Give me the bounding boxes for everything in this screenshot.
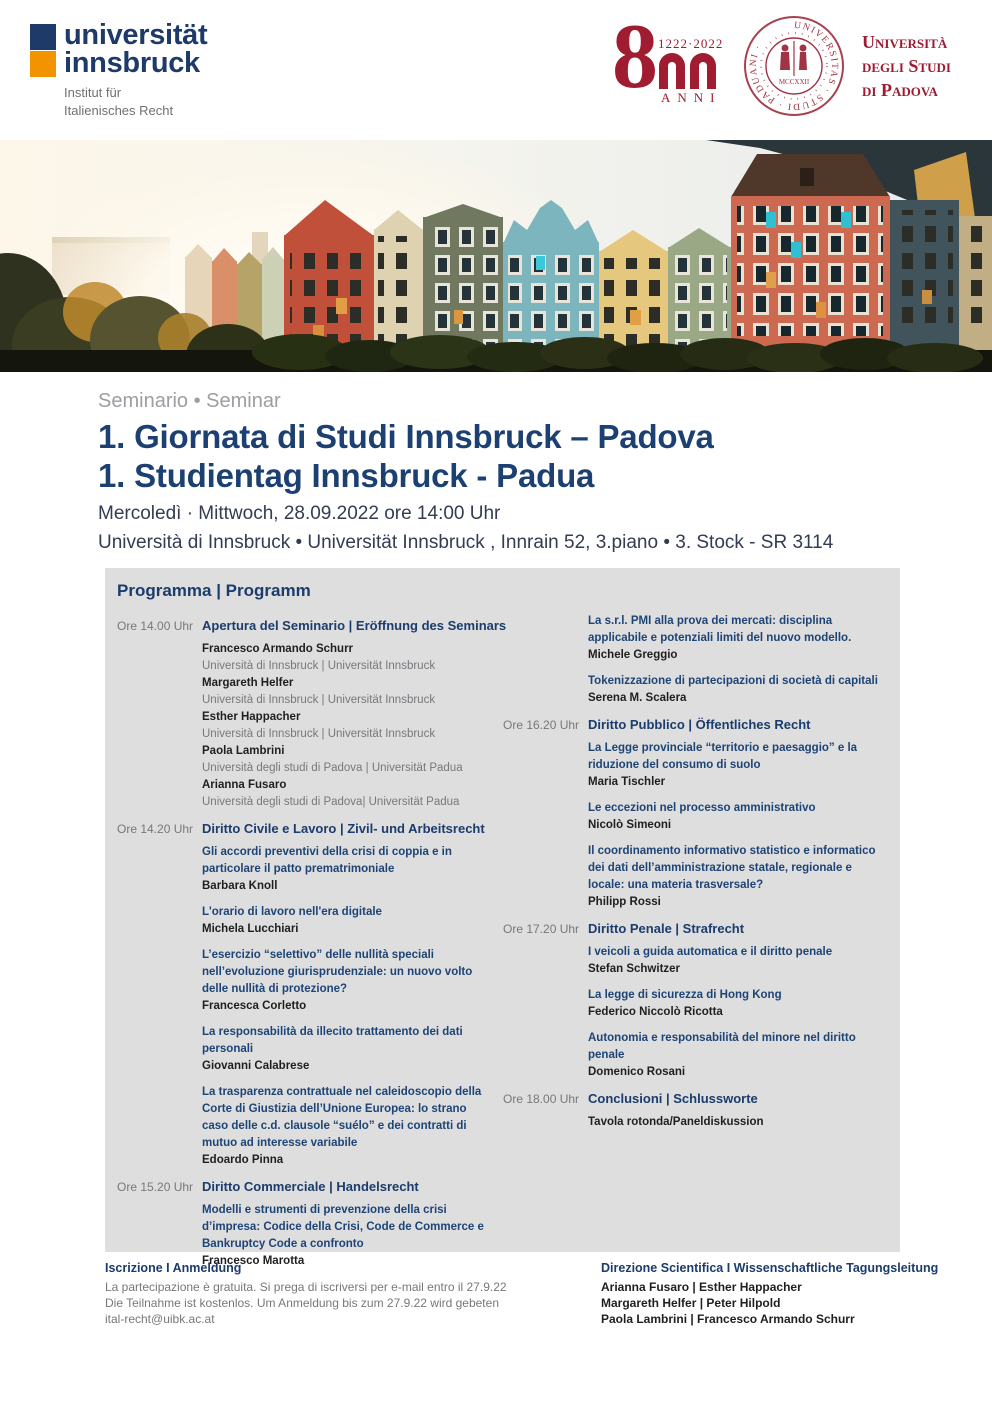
innsbruck-houses-photo xyxy=(0,140,992,372)
talk-speaker: Giovanni Calabrese xyxy=(202,1060,310,1072)
session-title: Diritto Penale | Strafrecht xyxy=(588,921,745,936)
header xyxy=(0,0,992,140)
talk-speaker: Philipp Rossi xyxy=(588,896,661,908)
talk-title: Tokenizzazione di partecipazioni di società di capitali xyxy=(588,675,878,687)
session-row xyxy=(503,1090,883,1108)
talk-speaker: Barbara Knoll xyxy=(202,880,278,892)
talk-speaker: Maria Tischler xyxy=(588,776,666,788)
session-row xyxy=(503,716,883,734)
speaker-affiliation: Università di Innsbruck | Universität Innsbruck xyxy=(202,694,436,706)
seal-inscription: MCCXXII xyxy=(778,78,810,86)
talk-entry xyxy=(202,947,495,1015)
seal-ring-text: UNIVERSITAS · STUDI · PADUANI · xyxy=(748,20,840,112)
talk-title: La Legge provinciale “territorio e paesaggio” e la riduzione del consumo di suolo xyxy=(588,742,858,771)
institute-line1: Institut für xyxy=(64,85,122,100)
talk-title: La responsabilità da illecito trattamento dei dati personali xyxy=(202,1026,463,1055)
talk-speaker: Stefan Schwitzer xyxy=(588,963,681,975)
padova-wordmark-line2: degli Studi xyxy=(862,56,951,76)
registration-line1: La partecipazione è gratuita. Si prega di iscriversi per e-mail entro il 27.9.22 xyxy=(105,1280,507,1294)
talk-entry xyxy=(202,904,495,938)
talk-title: Modelli e strumenti di prevenzione della crisi d’impresa: Codice della Crisi, Code de Commerce e Bankruptcy Code a confronto xyxy=(202,1204,484,1250)
registration-email: ital-recht@uibk.ac.at xyxy=(105,1312,215,1326)
page-title-line1: 1. Giornata di Studi Innsbruck – Padova xyxy=(98,418,714,455)
speaker-affiliation: Università di Innsbruck | Universität Innsbruck xyxy=(202,660,436,672)
program-panel xyxy=(105,568,900,1267)
talk-title: Gli accordi preventivi della crisi di coppia e in particolare il patto prematrimoniale xyxy=(202,846,452,875)
direction-line3: Paola Lambrini | Francesco Armando Schurr xyxy=(601,1312,855,1326)
program-column-right xyxy=(503,610,883,1128)
talk-speaker: Edoardo Pinna xyxy=(202,1154,284,1166)
talk-entry xyxy=(202,1084,495,1169)
talk-speaker: Michela Lucchiari xyxy=(202,923,299,935)
session-title: Diritto Civile e Lavoro | Zivil- und Arbeitsrecht xyxy=(202,821,485,836)
talk-title: L'orario di lavoro nell'era digitale xyxy=(202,906,382,918)
talk-entry xyxy=(588,843,883,911)
talk-entry xyxy=(588,673,883,707)
session-title: Conclusioni | Schlussworte xyxy=(588,1091,758,1106)
program-column-left xyxy=(117,610,507,1279)
padova-seal-icon xyxy=(742,14,846,118)
speaker-entry xyxy=(202,675,495,709)
speaker-name: Paola Lambrini xyxy=(202,745,285,757)
speaker-entry xyxy=(202,743,495,777)
speaker-entry xyxy=(202,641,495,675)
talk-speaker: Federico Niccolò Ricotta xyxy=(588,1006,723,1018)
page-title-line2: 1. Studientag Innsbruck - Padua xyxy=(98,457,595,494)
talk-entry xyxy=(588,944,883,978)
talk-title: Le eccezioni nel processo amministrativo xyxy=(588,802,816,814)
direction-line2: Margareth Helfer | Peter Hilpold xyxy=(601,1296,781,1310)
session-row xyxy=(117,1178,495,1196)
roundtable-note: Tavola rotonda/Paneldiskussion xyxy=(588,1116,764,1128)
speaker-entry xyxy=(202,709,495,743)
talk-title: I veicoli a guida automatica e il diritto penale xyxy=(588,946,833,958)
session-time: Ore 14.20 Uhr xyxy=(117,822,194,836)
talk-speaker: Francesca Corletto xyxy=(202,1000,307,1012)
speaker-affiliation: Università degli studi di Padova | Universität Padua xyxy=(202,762,463,774)
talk-speaker: Serena M. Scalera xyxy=(588,692,687,704)
padova-800-anni-logo xyxy=(612,5,737,107)
talk-entry xyxy=(202,1024,495,1075)
direction-line1: Arianna Fusaro | Esther Happacher xyxy=(601,1280,802,1294)
direction-heading: Direzione Scientifica I Wissenschaftliche Tagungsleitung xyxy=(601,1261,939,1275)
padova-wordmark-line3: di Padova xyxy=(862,80,938,100)
talk-title: L’esercizio “selettivo” delle nullità speciali nell’evoluzione giurisprudenziale: un nuovo volto delle nullità di protezione? xyxy=(202,949,473,995)
speaker-name: Arianna Fusaro xyxy=(202,779,287,791)
eight-glyph: 8 xyxy=(612,5,658,107)
session-time: Ore 17.20 Uhr xyxy=(503,922,580,936)
speaker-affiliation: Università degli studi di Padova| Universität Padua xyxy=(202,796,460,808)
session-row xyxy=(503,920,883,938)
registration-block xyxy=(105,1260,585,1327)
uibk-wordmark-line2: innsbruck xyxy=(64,47,200,79)
session-title: Diritto Pubblico | Öffentliches Recht xyxy=(588,717,811,732)
uibk-blue-square-icon xyxy=(30,24,56,50)
session-time: Ore 18.00 Uhr xyxy=(503,1092,580,1106)
speaker-name: Esther Happacher xyxy=(202,711,301,723)
speaker-name: Francesco Armando Schurr xyxy=(202,643,354,655)
institute-name xyxy=(64,84,173,120)
talk-speaker: Francesco Marotta xyxy=(202,1255,305,1267)
session-row xyxy=(117,820,495,838)
speaker-entry xyxy=(202,777,495,811)
scientific-direction-block xyxy=(601,1260,981,1327)
talk-entry xyxy=(588,740,883,791)
talk-title: La trasparenza contrattuale nel caleidoscopio della Corte di Giustizia dell’Unione Europea: lo strano caso delle c.d. clausole “suélo” e dei contratti di mutuo ad interesse variabile xyxy=(202,1086,482,1149)
talk-speaker: Michele Greggio xyxy=(588,649,678,661)
institute-line2: Italienisches Recht xyxy=(64,103,174,118)
speaker-name: Margareth Helfer xyxy=(202,677,294,689)
talk-entry xyxy=(202,844,495,895)
session-time: Ore 14.00 Uhr xyxy=(117,619,194,633)
registration-heading: Iscrizione I Anmeldung xyxy=(105,1261,242,1275)
padova-wordmark-line1: Università xyxy=(862,32,948,52)
talk-speaker: Domenico Rosani xyxy=(588,1066,686,1078)
talk-title: Il coordinamento informativo statistico e informatico dei dati dell’amministrazione statale, regionale e locale: una materia trasversale? xyxy=(588,845,876,891)
talk-entry xyxy=(588,1030,883,1081)
session-row xyxy=(117,617,507,635)
anni-label: ANNI xyxy=(661,90,722,105)
padova-wordmark xyxy=(862,30,951,102)
uibk-wordmark xyxy=(64,21,207,77)
speaker-affiliation: Università di Innsbruck | Universität Innsbruck xyxy=(202,728,436,740)
zero-arch-icon xyxy=(659,53,685,89)
uibk-wordmark-line1: universität xyxy=(64,19,208,51)
session-title: Diritto Commerciale | Handelsrecht xyxy=(202,1179,419,1194)
session-time: Ore 16.20 Uhr xyxy=(503,718,580,732)
session-title: Apertura del Seminario | Eröffnung des Seminars xyxy=(202,618,507,633)
registration-line2: Die Teilnahme ist kostenlos. Um Anmeldung bis zum 27.9.22 wird gebeten xyxy=(105,1296,499,1310)
uibk-orange-square-icon xyxy=(30,51,56,77)
date-line: Mercoledì · Mittwoch, 28.09.2022 ore 14:00 Uhr xyxy=(98,503,501,524)
talk-title: Autonomia e responsabilità del minore nel diritto penale xyxy=(588,1032,856,1061)
kicker: Seminario • Seminar xyxy=(98,390,281,412)
page-title xyxy=(98,417,714,495)
talk-title: La s.r.l. PMI alla prova dei mercati: disciplina applicabile e potenziali limiti del nuovo modello. xyxy=(588,615,852,644)
program-heading: Programma | Programm xyxy=(117,581,311,600)
talk-entry xyxy=(588,800,883,834)
talk-entry xyxy=(588,987,883,1021)
zero-arch-icon xyxy=(690,53,716,89)
talk-title: La legge di sicurezza di Hong Kong xyxy=(588,989,782,1001)
session-time: Ore 15.20 Uhr xyxy=(117,1180,194,1194)
years-label: 1222·2022 xyxy=(658,36,724,51)
talk-entry xyxy=(588,613,883,664)
talk-speaker: Nicolò Simeoni xyxy=(588,819,672,831)
venue-line: Università di Innsbruck • Universität Innsbruck , Innrain 52, 3.piano • 3. Stock - SR 3114 xyxy=(98,532,834,553)
